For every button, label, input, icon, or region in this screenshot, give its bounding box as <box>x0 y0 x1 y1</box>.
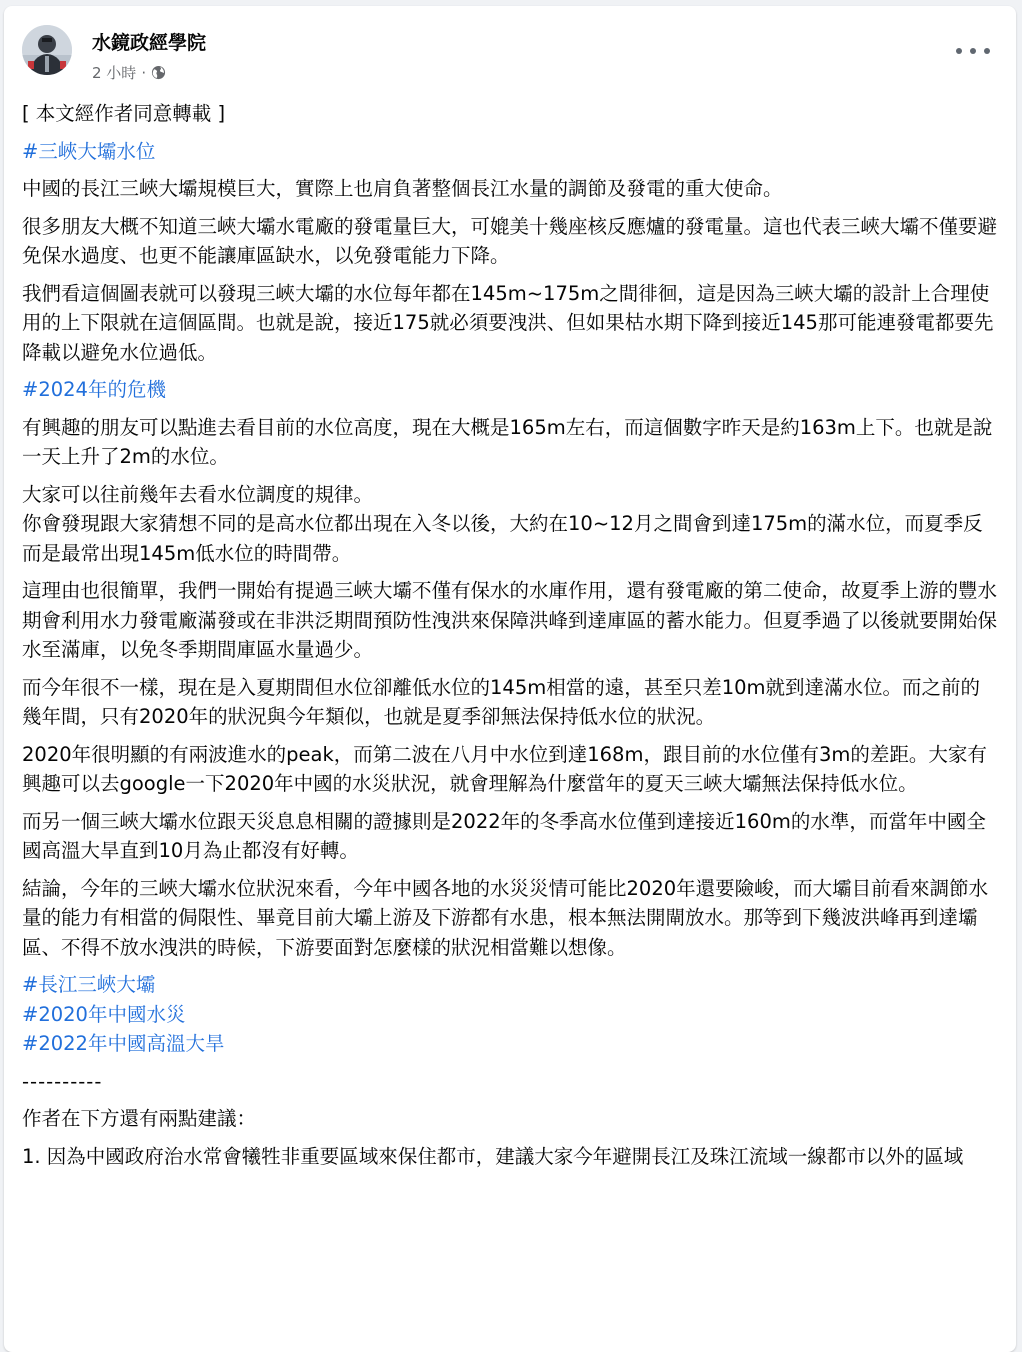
hashtag-link[interactable]: #2022年中國高溫大旱 <box>22 1032 225 1055</box>
post-meta <box>92 62 166 83</box>
hashtag-list <box>22 970 998 1059</box>
post-card <box>4 6 1016 1352</box>
more-options-icon[interactable] <box>956 40 990 62</box>
paragraph-line: 大家可以往前幾年去看水位調度的規律。 <box>22 482 374 506</box>
paragraph: 中國的長江三峽大壩規模巨大，實際上也肩負著整個長江水量的調節及發電的重大使命。 <box>22 177 783 200</box>
post-time[interactable]: 2 小時 <box>92 64 137 82</box>
paragraph: 而另一個三峽大壩水位跟天災息息相關的證據則是2022年的冬季高水位僅到達接近160m的水準，而當年中國全國高溫大旱直到10月為止都沒有好轉。 <box>22 809 986 862</box>
paragraph: 很多朋友大概不知道三峽大壩水電廠的發電量巨大，可媲美十幾座核反應爐的發電量。這也代表三峽大壩不僅要避免保水過度、也更不能讓庫區缺水，以免發電能力下降。 <box>22 214 998 267</box>
more-dot <box>970 48 976 54</box>
more-dot <box>956 48 962 54</box>
paragraph <box>22 413 998 472</box>
globe-icon <box>151 65 166 80</box>
hashtag-link[interactable]: #2024年的危機 <box>22 378 166 401</box>
paragraph <box>22 480 998 569</box>
paragraph: 我們看這個圖表就可以發現三峽大壩的水位每年都在145m~175m之間徘徊，這是因為三峽大壩的設計上合理使用的上下限就在這個區間。也就是說，接近175就必須要洩洪、但如果枯水期下降到接近145那可能連發電都要先降載以避免水位過低。 <box>22 281 994 364</box>
post-body <box>22 99 998 1179</box>
repost-note: [ 本文經作者同意轉載 ] <box>22 102 226 125</box>
hashtag-link[interactable]: #三峽大壩水位 <box>22 139 156 163</box>
meta-separator: · <box>141 63 147 82</box>
paragraph: 結論，今年的三峽大壩水位狀況來看，今年中國各地的水災災情可能比2020年還要險峻，而大壩目前看來調節水量的能力有相當的侷限性、畢竟目前大壩上游及下游都有水患，根本無法開閘放水。那等到下幾波洪峰再到達壩區、不得不放水洩洪的時候，下游要面對怎麼樣的狀況相當難以想像。 <box>22 876 989 959</box>
post-header <box>4 6 1016 96</box>
paragraph: 作者在下方還有兩點建議： <box>22 1107 257 1130</box>
paragraph: 而今年很不一樣，現在是入夏期間但水位卻離低水位的145m相當的遠，甚至只差10m就到達滿水位。而之前的幾年間，只有2020年的狀況與今年類似，也就是夏季卻無法保持低水位的狀況。 <box>22 675 981 728</box>
avatar-image <box>22 25 72 75</box>
avatar[interactable] <box>22 25 72 75</box>
author-name[interactable]: 水鏡政經學院 <box>92 32 207 54</box>
more-dot <box>984 48 990 54</box>
separator-line: ---------- <box>22 1069 103 1093</box>
hashtag-link[interactable]: #2020年中國水災 <box>22 1002 186 1026</box>
paragraph: 這理由也很簡單，我們一開始有提過三峽大壩不僅有保水的水庫作用，還有發電廠的第二使命，故夏季上游的豐水期會利用水力發電廠滿發或在非洪泛期間預防性洩洪來保障洪峰到達庫區的蓄水能力。但夏季過了以後就要開始保水至滿庫，以免冬季期間庫區水量過少。 <box>22 579 998 661</box>
hashtag-link[interactable]: #長江三峽大壩 <box>22 973 156 996</box>
paragraph: 1. 因為中國政府治水常會犧牲非重要區域來保住都市，建議大家今年避開長江及珠江流域一線都市以外的區域 <box>22 1144 964 1168</box>
paragraph-line: 你會發現跟大家猜想不同的是高水位都出現在入冬以後，大約在10~12月之間會到達175m的滿水位，而夏季反而是最常出現145m低水位的時間帶。 <box>22 512 983 565</box>
paragraph: 2020年很明顯的有兩波進水的peak，而第二波在八月中水位到達168m，跟目前的水位僅有3m的差距。大家有興趣可以去google一下2020年中國的水災狀況，就會理解為什麼當年的夏天三峽大壩無法保持低水位。 <box>22 742 987 795</box>
paragraph-text: 有興趣的朋友可以點進去看目前的水位高度，現在大概是165m左右，而這個數字昨天是約163m上下。也就是說一天上升了2m的水位。 <box>22 415 993 468</box>
